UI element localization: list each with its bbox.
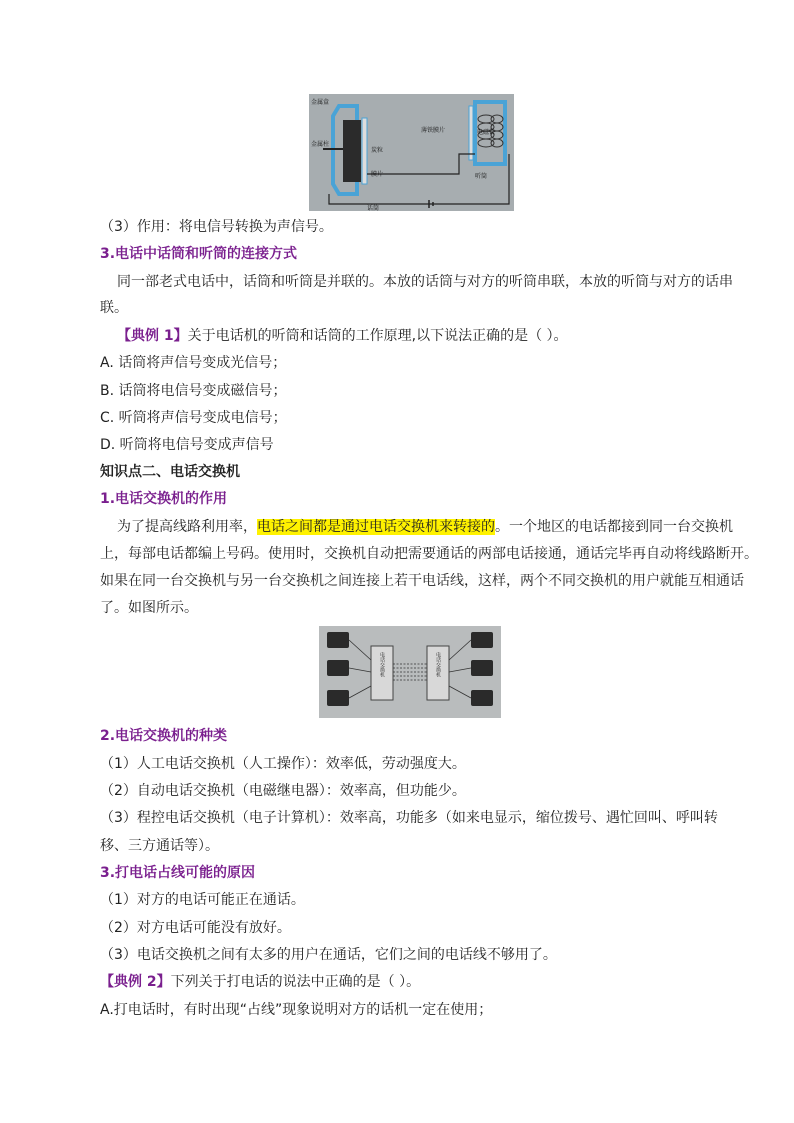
exchange-role-heading: 1.电话交换机的作用: [100, 491, 228, 507]
example1-option-c: C. 听筒将声信号变成电信号；: [100, 410, 287, 426]
telephone-circuit-figure: [309, 94, 514, 211]
label-mic: 话筒: [367, 205, 380, 211]
label-diaphragm: 膜片: [371, 171, 384, 178]
label-receiver: 听筒: [475, 173, 488, 180]
exchange-type-3-line1: （3）程控电话交换机（电子计算机）：效率高，功能多（如来电显示，缩位拨号、遇忙回叫、呼叫转: [100, 810, 718, 826]
knowledge-point-2-title: 知识点二、电话交换机: [100, 464, 240, 480]
carbon-granules: [343, 120, 361, 182]
connection-paragraph-line2: 联。: [100, 300, 128, 316]
right-phones: [471, 632, 493, 706]
exchange-paragraph-line3: 如果在同一台交换机与另一台交换机之间连接上若干电话线，这样，两个不同交换机的用户就能互相通话: [100, 573, 744, 589]
example1-tag: 【典例 1】: [117, 328, 188, 344]
label-electromagnet: 电磁铁: [477, 129, 496, 136]
example2-question-text: 下列关于打电话的说法中正确的是（ ）。: [170, 974, 421, 990]
exchange-paragraph-suffix: 。一个地区的电话都接到同一台交换机: [495, 519, 733, 535]
connection-paragraph-line1: 同一部老式电话中，话筒和听筒是并联的。本放的话筒与对方的听筒串联，本放的听筒与对方的话串: [117, 274, 733, 290]
example2-tag: 【典例 2】: [100, 974, 171, 990]
exchange-type-3-line2: 移、三方通话等）。: [100, 838, 219, 854]
example1-option-a: A. 话筒将声信号变成光信号；: [100, 355, 287, 371]
exchange-highlight: 电话之间都是通过电话交换机来转接的: [257, 519, 495, 535]
exchange-types-heading: 2.电话交换机的种类: [100, 728, 228, 744]
exchange-type-1: （1）人工电话交换机（人工操作）：效率低，劳动强度大。: [100, 756, 466, 772]
example2-question: [100, 972, 420, 992]
example1-option-d: D. 听筒将电信号变成声信号: [100, 437, 274, 453]
example1-question: [117, 326, 568, 346]
label-metal-box: 金属盒: [311, 99, 330, 106]
right-exchange-label: 电话交换机: [435, 652, 441, 677]
example2-option-a: A.打电话时，有时出现“占线”现象说明对方的话机一定在使用；: [100, 1002, 493, 1018]
busy-reason-1: （1）对方的电话可能正在通话。: [100, 892, 305, 908]
label-carbon: 炭粒: [371, 147, 384, 154]
label-metal-post: 金属柱: [311, 141, 330, 148]
exchange-paragraph-prefix: 为了提高线路利用率，: [117, 519, 257, 535]
busy-heading: 3.打电话占线可能的原因: [100, 865, 256, 881]
exchange-network-diagram: [319, 626, 501, 718]
busy-reason-2: （2）对方电话可能没有放好。: [100, 920, 291, 936]
exchange-paragraph-line2: 上，每部电话都编上号码。使用时，交换机自动把需要通话的两部电话接通，通话完毕再自动将线路断开。: [100, 546, 758, 562]
left-exchange-label: 电话交换机: [379, 652, 385, 677]
function-text: （3）作用：将电信号转换为声信号。: [100, 219, 333, 235]
exchange-network-figure: [319, 626, 501, 718]
telephone-circuit-diagram: [309, 94, 514, 211]
left-phones: [327, 632, 349, 706]
connection-heading: 3.电话中话筒和听筒的连接方式: [100, 246, 298, 262]
exchange-paragraph-line4: 了。如图所示。: [100, 600, 198, 616]
exchange-paragraph-line1: [117, 517, 733, 537]
busy-reason-3: （3）电话交换机之间有太多的用户在通话，它们之间的电话线不够用了。: [100, 947, 557, 963]
label-iron-diaphragm: 薄铁膜片: [421, 127, 446, 134]
example1-option-b: B. 话筒将电信号变成磁信号；: [100, 383, 287, 399]
exchange-type-2: （2）自动电话交换机（电磁继电器）：效率高，但功能少。: [100, 783, 466, 799]
example1-question-text: 关于电话机的听筒和话筒的工作原理,以下说法正确的是（ ）。: [187, 328, 568, 344]
